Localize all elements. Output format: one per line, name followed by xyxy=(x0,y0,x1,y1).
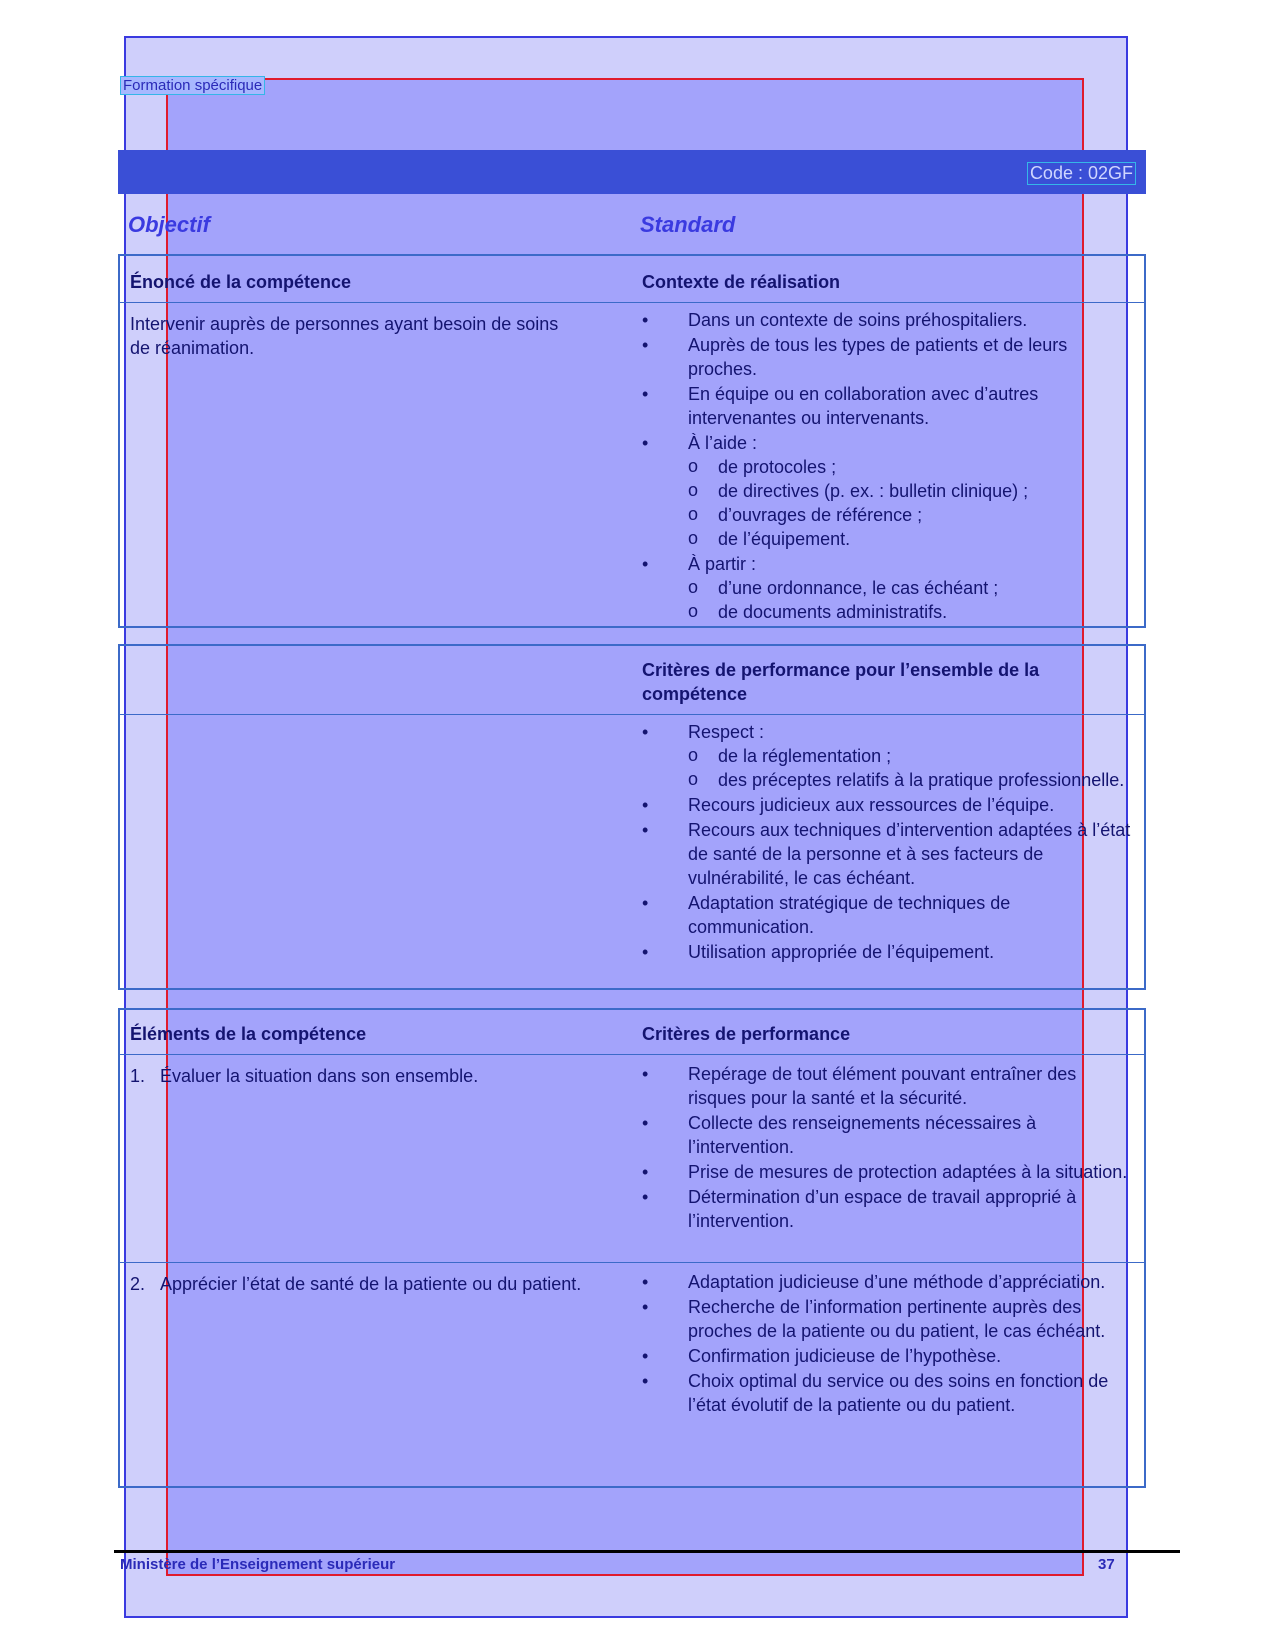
footer-rule xyxy=(114,1550,1180,1553)
list-item xyxy=(642,1369,1136,1417)
sub-list-item: o de l’équipement. xyxy=(688,527,1136,551)
list-item xyxy=(642,1344,1136,1368)
element-2 xyxy=(130,1272,620,1296)
statement-block xyxy=(118,254,1146,628)
code-band xyxy=(118,150,1146,194)
competency-statement: Intervenir auprès de personnes ayant besoin de soins de réanimation. xyxy=(130,314,559,358)
list-item-text: Prise de mesures de protection adaptées à la situation. xyxy=(688,1162,1128,1182)
list-item xyxy=(642,552,1136,624)
list-item xyxy=(642,1295,1136,1343)
list-item-text: Confirmation judicieuse de l’hypothèse. xyxy=(688,1346,1002,1366)
footer-ministry: Ministère de l’Enseignement supérieur xyxy=(120,1556,396,1573)
running-header: Formation spécifique xyxy=(120,76,265,95)
list-item xyxy=(642,818,1136,890)
list-item xyxy=(642,891,1136,939)
list-item xyxy=(642,333,1136,381)
list-item-text: À partir : xyxy=(688,554,757,574)
element-2-text: Apprécier l’état de santé de la patiente ou du patient. xyxy=(160,1274,582,1294)
list-item xyxy=(642,382,1136,430)
list-item-text: Recherche de l’information pertinente auprès des proches de la patiente ou du patient, le cas échéant. xyxy=(688,1297,1106,1341)
list-item xyxy=(642,1160,1136,1184)
statement-heading: Énoncé de la compétence xyxy=(130,272,352,292)
context-heading: Contexte de réalisation xyxy=(642,272,841,292)
overall-criteria-block xyxy=(118,644,1146,990)
list-item xyxy=(642,720,1136,792)
list-item-text: Repérage de tout élément pouvant entraîner des risques pour la santé et la sécurité. xyxy=(688,1064,1077,1108)
list-item xyxy=(642,940,1136,964)
list-item-text: Détermination d’un espace de travail approprié à l’intervention. xyxy=(688,1187,1077,1231)
list-item-text: À l’aide : xyxy=(688,433,758,453)
sub-list-item: o d’ouvrages de référence ; xyxy=(688,503,1136,527)
list-item-text: Utilisation appropriée de l’équipement. xyxy=(688,942,995,962)
element-1 xyxy=(130,1064,600,1088)
sub-list xyxy=(688,744,1136,792)
list-item-text: Auprès de tous les types de patients et de leurs proches. xyxy=(688,335,1068,379)
list-item-text: Recours aux techniques d’intervention adaptées à l’état de santé de la personne et à ses facteurs de vulnérabilité, le cas échéant. xyxy=(688,820,1131,888)
list-item xyxy=(642,431,1136,551)
sub-list xyxy=(688,576,1136,624)
list-item xyxy=(642,1111,1136,1159)
elements-heading: Éléments de la compétence xyxy=(130,1024,367,1044)
element-1-text: Évaluer la situation dans son ensemble. xyxy=(160,1066,479,1086)
element-1-number: 1. xyxy=(130,1066,146,1086)
element-2-criteria xyxy=(642,1270,1136,1418)
sub-list-item: o de la réglementation ; xyxy=(688,744,1136,768)
list-item-text: Adaptation judicieuse d’une méthode d’appréciation. xyxy=(688,1272,1106,1292)
overall-criteria-heading: Critères de performance pour l’ensemble de la compétence xyxy=(642,660,1040,704)
objective-column-title: Objectif xyxy=(128,212,210,237)
criteria-heading: Critères de performance xyxy=(642,1024,851,1044)
standard-column-title: Standard xyxy=(640,212,736,237)
sub-list-item: o d’une ordonnance, le cas échéant ; xyxy=(688,576,1136,600)
list-item-text: Dans un contexte de soins préhospitaliers. xyxy=(688,310,1028,330)
sub-list-item: o de protocoles ; xyxy=(688,455,1136,479)
list-item-text: Recours judicieux aux ressources de l’équipe. xyxy=(688,795,1055,815)
list-item-text: Collecte des renseignements nécessaires à l’intervention. xyxy=(688,1113,1037,1157)
list-item-text: Choix optimal du service ou des soins en fonction de l’état évolutif de la patiente ou du patient. xyxy=(688,1371,1109,1415)
element-2-number: 2. xyxy=(130,1274,146,1294)
competency-code: Code : 02GF xyxy=(1027,162,1136,185)
list-item xyxy=(642,1185,1136,1233)
list-item xyxy=(642,1270,1136,1294)
element-1-criteria xyxy=(642,1062,1136,1234)
list-item xyxy=(642,1062,1136,1110)
sub-list xyxy=(688,455,1136,551)
elements-block xyxy=(118,1008,1146,1488)
page-number: 37 xyxy=(1098,1556,1115,1573)
list-item xyxy=(642,308,1136,332)
context-list xyxy=(642,308,1136,625)
sub-list-item: o de documents administratifs. xyxy=(688,600,1136,624)
sub-list-item: o de directives (p. ex. : bulletin clinique) ; xyxy=(688,479,1136,503)
overall-criteria-list xyxy=(642,720,1136,965)
list-item-text: Respect : xyxy=(688,722,765,742)
list-item-text: Adaptation stratégique de techniques de communication. xyxy=(688,893,1011,937)
list-item-text: En équipe ou en collaboration avec d’autres intervenantes ou intervenants. xyxy=(688,384,1039,428)
sub-list-item: o des préceptes relatifs à la pratique professionnelle. xyxy=(688,768,1136,792)
list-item xyxy=(642,793,1136,817)
